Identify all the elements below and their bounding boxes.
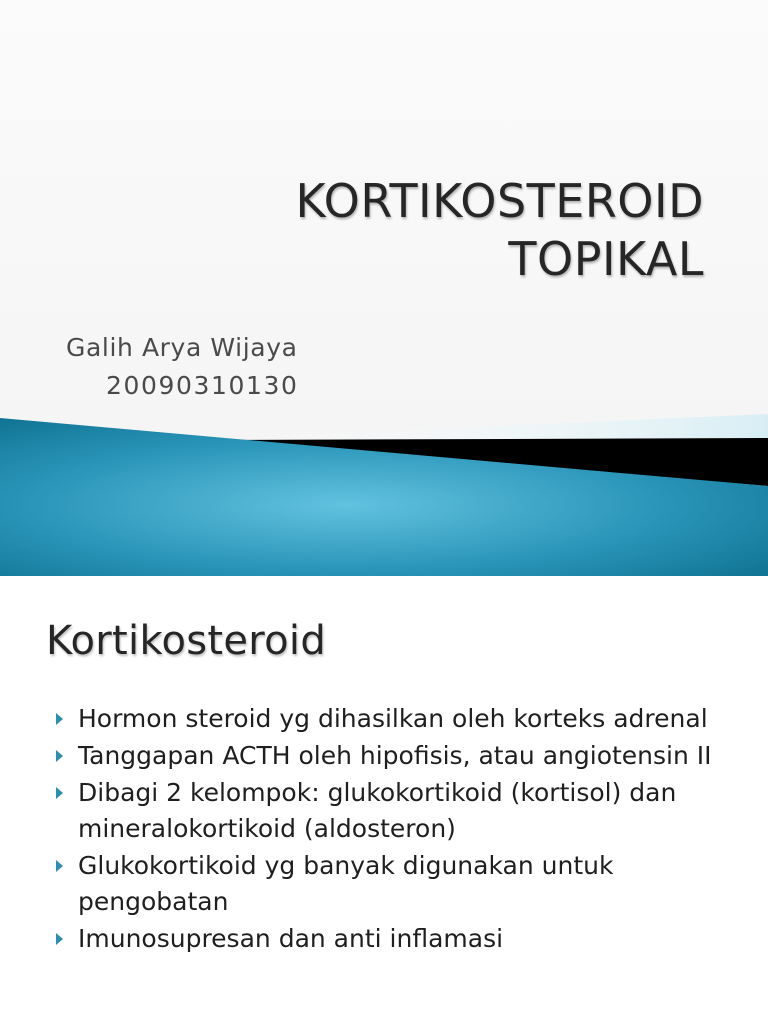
bullet-text: Imunosupresan dan anti inflamasi	[78, 924, 504, 953]
bullet-list	[0, 701, 768, 958]
bullet-text: Tanggapan ACTH oleh hipofisis, atau angiotensin II	[78, 741, 712, 770]
list-item	[0, 738, 768, 774]
list-item	[0, 775, 768, 847]
triangle-bullet-icon	[56, 750, 63, 762]
slide-heading: Kortikosteroid	[46, 618, 327, 664]
list-item	[0, 848, 768, 920]
list-item	[0, 701, 768, 737]
bullet-text: Glukokortikoid yg banyak digunakan untuk pengobatan	[78, 851, 614, 916]
list-item	[0, 921, 768, 957]
triangle-bullet-icon	[56, 860, 63, 872]
triangle-bullet-icon	[56, 933, 63, 945]
bullet-text: Dibagi 2 kelompok: glukokortikoid (kortisol) dan mineralokortikoid (aldosteron)	[78, 778, 677, 843]
student-id: 20090310130	[106, 371, 299, 400]
slide-title	[64, 172, 704, 288]
bullet-text: Hormon steroid yg dihasilkan oleh korteks adrenal	[78, 704, 708, 733]
triangle-bullet-icon	[56, 713, 63, 725]
banner-pale-strip	[230, 414, 768, 440]
triangle-bullet-icon	[56, 787, 63, 799]
content-slide	[0, 576, 768, 1024]
author-name: Galih Arya Wijaya	[66, 333, 298, 362]
slide-title-line-1: KORTIKOSTEROID	[295, 174, 704, 228]
slide-title-line-2: TOPIKAL	[508, 232, 704, 286]
